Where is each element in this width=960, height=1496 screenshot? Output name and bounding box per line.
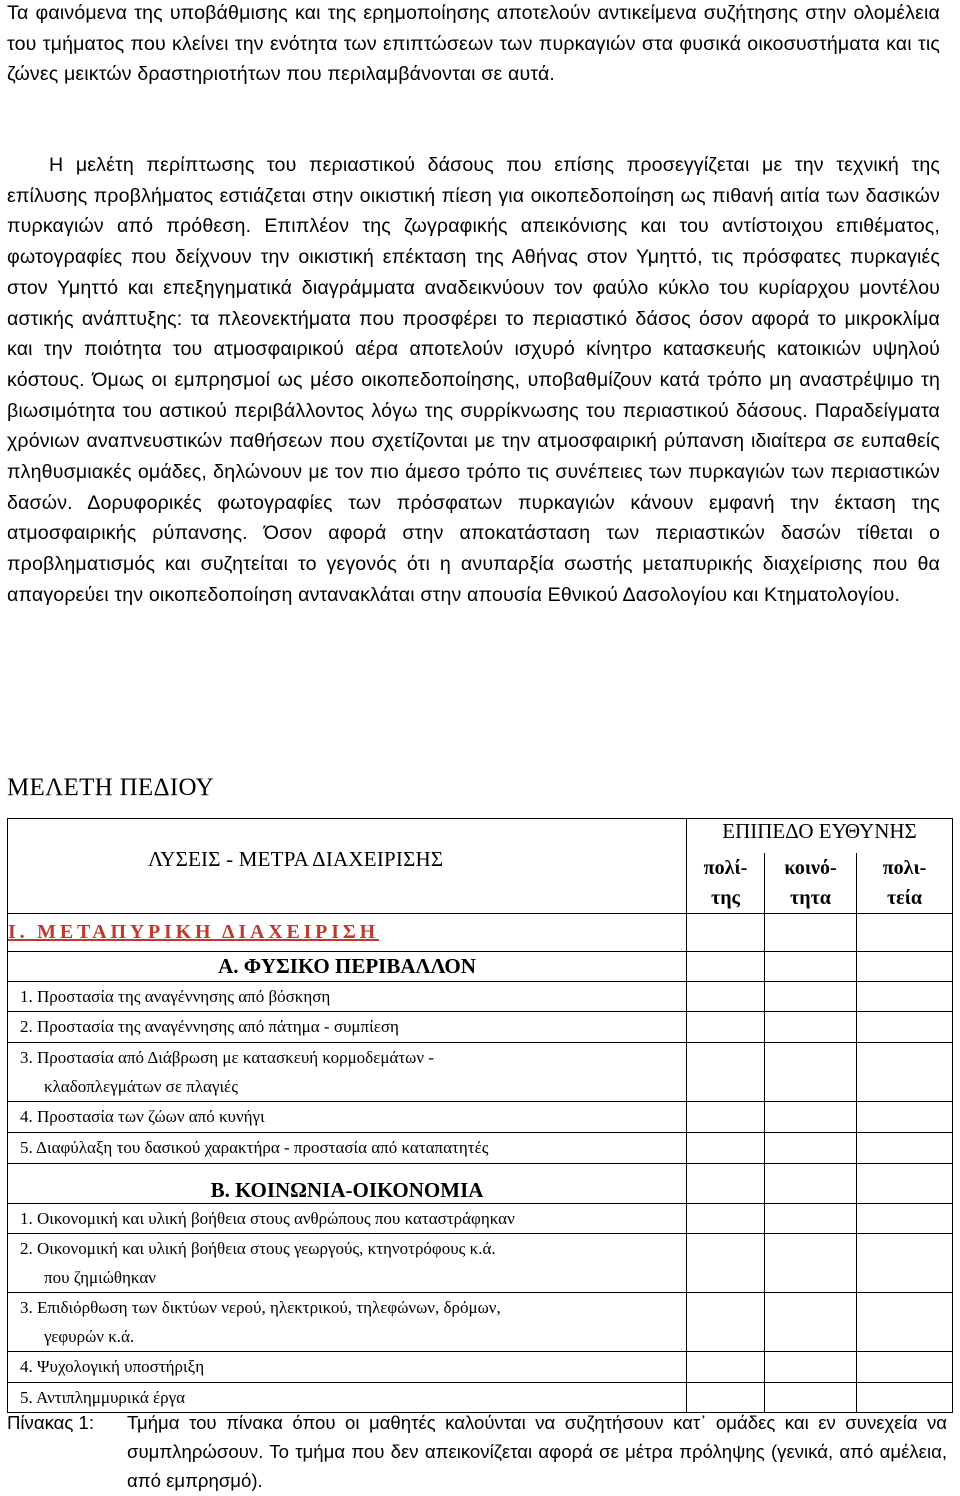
checkbox-cell[interactable] [857, 1042, 953, 1101]
solutions-title: ΛΥΣΕΙΣ - ΜΕΤΡΑ ΔΙΑΧΕΙΡΙΣΗΣ [148, 847, 444, 871]
checkbox-cell[interactable] [687, 1132, 765, 1163]
table-row: 4. Ψυχολογική υποστήριξη [8, 1351, 687, 1382]
table-row: 2. Προστασία της αναγέννησης από πάτημα - συμπίεση [8, 1011, 687, 1042]
responsibility-level-label: ΕΠΙΠΕΔΟ ΕΥΘΥΝΗΣ [722, 819, 917, 843]
table-row: 4. Προστασία των ζώων από κυνήγι [8, 1101, 687, 1132]
checkbox-cell[interactable] [765, 1101, 857, 1132]
responsibility-level-title [687, 819, 953, 853]
table-row: 3. Προστασία από Διάβρωση με κατασκευή κορμοδεμάτων - κλαδοπλεγμάτων σε πλαγιές [8, 1042, 687, 1101]
checkbox-cell[interactable] [765, 1011, 857, 1042]
checkbox-cell[interactable] [687, 1351, 765, 1382]
intro-paragraph: Τα φαινόμενα της υποβάθμισης και της ερημοποίησης αποτελούν αντικείμενα συζήτησης στην ολομέλεια του τμήματος που κλείνει την ενότητα των επιπτώσεων των πυρκαγιών στα φυσικά οικοσυστήματα και τις ζώνες μεικτών δραστηριοτήτων που περιλαμβάνονται σε αυτά. [7, 2, 940, 86]
checkbox-cell[interactable] [857, 1011, 953, 1042]
checkbox-cell[interactable] [687, 1101, 765, 1132]
checkbox-cell[interactable] [687, 1203, 765, 1233]
checkbox-cell[interactable] [687, 1042, 765, 1101]
field-study-heading: ΜΕΛΕΤΗ ΠΕΔΙΟΥ [7, 774, 214, 801]
checkbox-cell[interactable] [857, 1132, 953, 1163]
checkbox-cell[interactable] [857, 981, 953, 1011]
checkbox-cell[interactable] [765, 1132, 857, 1163]
checkbox-cell[interactable] [687, 1292, 765, 1351]
checkbox-cell[interactable] [765, 1233, 857, 1292]
checkbox-cell[interactable] [857, 1351, 953, 1382]
subsection-natural-environment: Α. ΦΥΣΙΚΟ ΠΕΡΙΒΑΛΛΟΝ [8, 951, 687, 981]
management-measures-table [7, 818, 953, 1413]
checkbox-cell[interactable] [857, 1233, 953, 1292]
checkbox-cell[interactable] [857, 1292, 953, 1351]
checkbox-cell[interactable] [765, 1292, 857, 1351]
table-row: 2. Οικονομική και υλική βοήθεια στους γεωργούς, κτηνοτρόφους κ.ά. που ζημιώθηκαν [8, 1233, 687, 1292]
col-citizen-header: πολί- της [687, 853, 765, 914]
checkbox-cell[interactable] [857, 1203, 953, 1233]
checkbox-cell[interactable] [857, 1101, 953, 1132]
case-study-paragraph: Η μελέτη περίπτωσης του περιαστικού δάσους που επίσης προσεγγίζεται με την τεχνική της επίλυσης προβλήματος εστιάζεται στην οικιστική πίεση για οικοπεδοποίηση ως πιθανή αιτία των δασικών πυρκαγιών από πρόθεση. Επιπλέον της ζωγραφικής απεικόνισης και του αντίστοιχου επιθέματος, φωτογραφίες που δείχνουν την οικιστική επέκταση της Αθήνας στον Υμηττό, τις πρόσφατες πυρκαγιές στον Υμηττό και επεξηγηματικά διαγράμματα αναδεικνύουν τον φαύλο κύκλο του κυρίαρχου μοντέλου αστικής ανάπτυξης: τα πλεονεκτήματα που προσφέρει το περιαστικό δάσος όσον αφορά το μικροκλίμα και την ποιότητα του ατμοσφαιρικού αέρα αποτελούν ισχυρό κίνητρο κατασκευής κατοικιών υψηλού κόστους. Όμως οι εμπρησμοί ως μέσο οικοπεδοποίησης, υποβαθμίζουν κατά τρόπο μη αναστρέψιμο τη βιωσιμότητα του αστικού περιβάλλοντος λόγω της συρρίκνωσης του περιαστικού δάσους. Παραδείγματα χρόνιων αναπνευστικών παθήσεων που σχετίζονται με την ατμοσφαιρική ρύπανση ιδιαίτερα σε ευπαθείς πληθυσμιακές ομάδες, δηλώνουν με τον πιο άμεσο τρόπο τις συνέπειες των πυρκαγιών των περιαστικών δασών. Δορυφορικές φωτογραφίες των πρόσφατων πυρκαγιών κάνουν εμφανή την έκταση της ατμοσφαιρικής ρύπανσης. Όσον αφορά στην αποκατάσταση των περιαστικών δασών τίθεται ο προβληματισμός και συζητείται το γεγονός ότι η ανυπαρξία σωστής μεταπυρικής διαχείρισης που θα απαγορεύει την οικοπεδοποίηση αντανακλάται στην απουσία Εθνικού Δασολογίου και Κτηματολογίου. [7, 154, 940, 606]
checkbox-cell[interactable] [765, 1351, 857, 1382]
subsection-society-economy: Β. ΚΟΙΝΩΝΙΑ-ΟΙΚΟΝΟΜΙΑ [8, 1163, 687, 1203]
table-row: 1. Οικονομική και υλική βοήθεια στους ανθρώπους που καταστράφηκαν [8, 1203, 687, 1233]
table-row: 3. Επιδιόρθωση των δικτύων νερού, ηλεκτρικού, τηλεφώνων, δρόμων, γεφυρών κ.ά. [8, 1292, 687, 1351]
col-state-header: πολι- τεία [857, 853, 953, 914]
col-community-header: κοινό- τητα [765, 853, 857, 914]
checkbox-cell[interactable] [687, 981, 765, 1011]
checkbox-cell[interactable] [687, 1011, 765, 1042]
section-post-fire-management: Ι. ΜΕΤΑΠΥΡΙΚΗ ΔΙΑΧΕΙΡΙΣΗ [8, 913, 687, 951]
checkbox-cell[interactable] [765, 1042, 857, 1101]
table-row: 5. Διαφύλαξη του δασικού χαρακτήρα - προστασία από καταπατητές [8, 1132, 687, 1163]
checkbox-cell[interactable] [765, 981, 857, 1011]
table-row: 1. Προστασία της αναγέννησης από βόσκηση [8, 981, 687, 1011]
checkbox-cell[interactable] [687, 1233, 765, 1292]
solutions-header-cell [8, 819, 687, 914]
caption-text: Τμήμα του πίνακα όπου οι μαθητές καλούνται να συζητήσουν κατ᾽ ομάδες και εν συνεχεία να συμπληρώσουν. Το τμήμα που δεν απεικονίζεται αφορά σε μέτρα πρόληψης (γενικά, από αμέλεια, από εμπρησμό). [127, 1412, 947, 1491]
checkbox-cell[interactable] [765, 1203, 857, 1233]
table-row: 5. Αντιπλημμυρικά έργα [8, 1382, 687, 1412]
caption-label: Πίνακας 1: [7, 1412, 95, 1433]
